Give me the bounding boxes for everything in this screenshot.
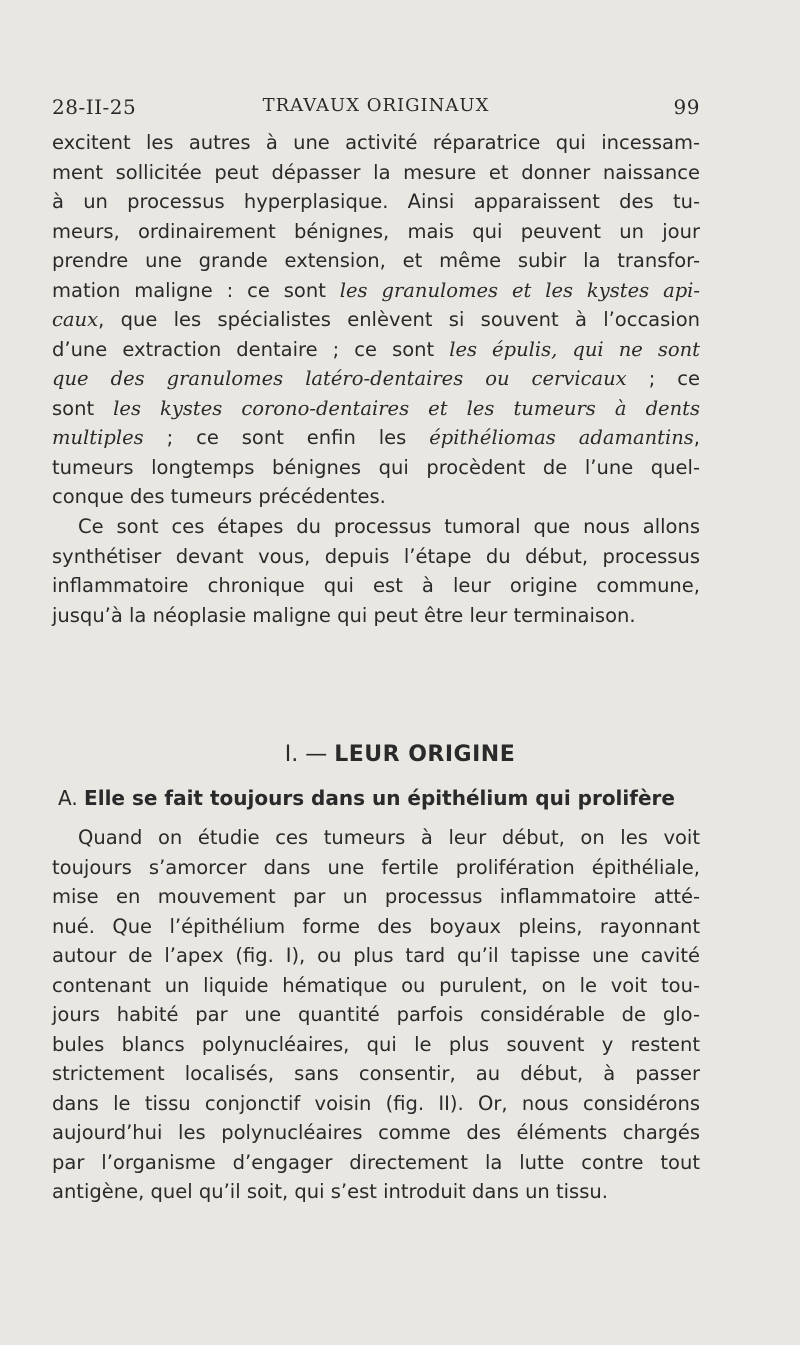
text-line: à un processus hyperplasique. Ainsi apparaissent des tu-	[52, 190, 700, 213]
section-heading-1	[0, 742, 800, 767]
text-line: multiples ; ce sont enfin les épithéliomas adamantins,	[52, 426, 700, 449]
text-line: conque des tumeurs précédentes.	[52, 485, 386, 508]
subsection-letter: A.	[58, 786, 85, 810]
text-line: jusqu’à la néoplasie maligne qui peut être leur terminaison.	[52, 603, 636, 627]
section-title: LEUR ORIGINE	[334, 742, 516, 767]
text-line: que des granulomes latéro-dentaires ou cervicaux ; ce	[52, 367, 700, 390]
header-title: TRAVAUX ORIGINAUX	[262, 95, 490, 116]
text-line: antigène, quel qu’il soit, qui s’est introduit dans un tissu.	[52, 1180, 608, 1203]
text-line: jours habité par une quantité parfois considérable de glo-	[52, 1003, 700, 1026]
text-line: tumeurs longtemps bénignes qui procèdent de l’une quel-	[52, 455, 700, 479]
text-line: ment sollicitée peut dépasser la mesure et donner naissance	[52, 160, 700, 184]
text-line: excitent les autres à une activité réparatrice qui incessam-	[52, 131, 700, 154]
subsection-title: Elle se fait toujours dans un épithélium qui prolifère	[84, 786, 675, 810]
text-line: dans le tissu conjonctif voisin (fig. II). Or, nous considérons	[52, 1091, 700, 1115]
section-number: I. —	[284, 742, 335, 767]
text-line: Quand on étudie ces tumeurs à leur début, on les voit	[78, 826, 700, 849]
subsection-heading-a	[58, 786, 718, 810]
text-line: Ce sont ces étapes du processus tumoral que nous allons	[78, 515, 700, 538]
text-line: nué. Que l’épithélium forme des boyaux pleins, rayonnant	[52, 914, 700, 938]
paragraph-3	[52, 823, 700, 1207]
text-line: mise en mouvement par un processus inflammatoire atté-	[52, 885, 700, 908]
text-line: inflammatoire chronique qui est à leur origine commune,	[52, 574, 700, 597]
text-line: bules blancs polynucléaires, qui le plus souvent y restent	[52, 1032, 700, 1056]
text-line: meurs, ordinairement bénignes, mais qui peuvent un jour	[52, 219, 700, 243]
text-line: prendre une grande extension, et même subir la transfor-	[52, 249, 700, 272]
text-line: par l’organisme d’engager directement la lutte contre tout	[52, 1150, 700, 1174]
paragraph-1	[52, 128, 700, 512]
paragraph-2	[52, 512, 700, 630]
text-line: aujourd’hui les polynucléaires comme des éléments chargés	[52, 1121, 700, 1144]
text-line: strictement localisés, sans consentir, au début, à passer	[52, 1062, 700, 1085]
text-line: mation maligne : ce sont les granulomes et les kystes api-	[52, 278, 700, 302]
text-line: autour de l’apex (fig. I), ou plus tard qu’il tapisse une cavité	[52, 944, 700, 967]
text-line: synthétiser devant vous, depuis l’étape du début, processus	[52, 544, 700, 568]
text-line: toujours s’amorcer dans une fertile prolifération épithéliale,	[52, 855, 700, 879]
text-line: caux, que les spécialistes enlèvent si souvent à l’occasion	[52, 308, 700, 331]
text-line: d’une extraction dentaire ; ce sont les épulis, qui ne sont	[52, 337, 701, 361]
header-date: 28-II-25	[52, 95, 137, 119]
page-number: 99	[673, 95, 700, 119]
text-line: sont les kystes corono-dentaires et les tumeurs à dents	[52, 396, 700, 420]
text-line: contenant un liquide hématique ou purulent, on le voit tou-	[52, 973, 700, 997]
